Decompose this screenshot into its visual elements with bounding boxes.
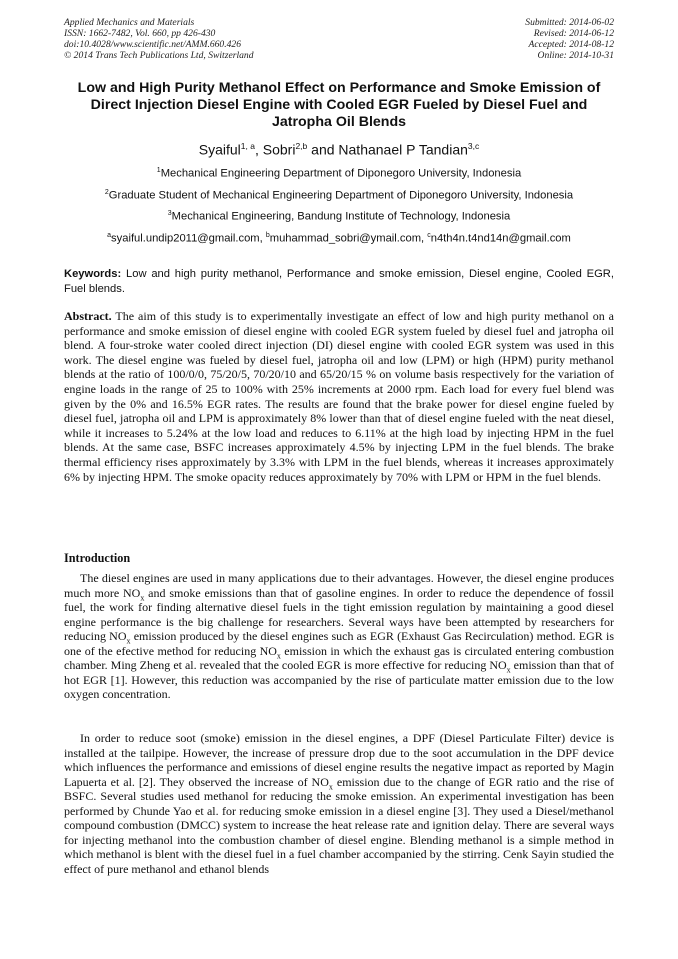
- author-sup: 2,b: [295, 141, 308, 151]
- author-sup: 1, a: [240, 141, 255, 151]
- date-revised: Revised: 2014-06-12: [533, 28, 614, 39]
- subscript: x: [126, 636, 131, 646]
- subscript: x: [276, 651, 281, 661]
- author-separator: and: [307, 141, 339, 158]
- journal-issn: ISSN: 1662-7482, Vol. 660, pp 426-430: [64, 28, 216, 39]
- email-sup: a: [107, 232, 112, 239]
- journal-name: Applied Mechanics and Materials: [64, 17, 195, 28]
- paragraph-text: The diesel engines are used in many applications due to their advantages. However, the diesel engine produces much more NO: [64, 571, 614, 600]
- section-heading-introduction: Introduction: [64, 551, 131, 565]
- author-name: Syaiful: [198, 141, 241, 158]
- date-submitted: Submitted: 2014-06-02: [525, 17, 614, 28]
- affiliation-text: Mechanical Engineering Department of Diponegoro University, Indonesia: [160, 167, 522, 180]
- intro-paragraph-1: [64, 571, 614, 702]
- keywords-text: Low and high purity methanol, Performance and smoke emission, Diesel engine, Cooled EGR, Fuel blends.: [64, 268, 614, 295]
- date-accepted: Accepted: 2014-08-12: [528, 39, 614, 50]
- affiliation-2: [50, 189, 628, 202]
- author-sup: 3,c: [467, 141, 480, 151]
- email-sup: c: [427, 232, 431, 239]
- subscript: x: [328, 782, 333, 792]
- submission-dates: [525, 17, 614, 61]
- abstract-text: The aim of this study is to experimentally investigate an effect of low and high purity methanol on a performance and smoke emission of diesel engine with cooled EGR system fueled by diesel fuel and jatropha oil blend. A four-stroke water cooled direct injection (DI) diesel engine with cooled EGR system was used in this work. The diesel engine was fueled by diesel fuel, jatropha oil and low (LPM) or high (HPM) purity methanol blends at the ratio of 100/0/0, 75/20/5, 70/20/10 and 65/20/15 % on volume basis respectively for the variation of engine loads in the range of 25 to 100% with 25% increments at 2000 rpm. Each load for every fuel blend was given by the 0% and 16.5% EGR rates. The results are found that the brake power for diesel engine fueled by diesel fuel, jatropha oil and LPM is approximately 8% lower than that of diesel engine fueled with the neat diesel, while it increases to 5.24% at the low load and reduces to 6.11% at the high load by injecting HPM in the fuel blends. At the same case, BSFC increases approximately 4.5% by injecting LPM in the fuel blends. The brake thermal efficiency rises approximately by 3.3% with LPM in the fuel blends, whereas it increases approximately 6% by injecting HPM. The smoke opacity reduces approximately by 70% with LPM or HPM in the fuel blends.: [64, 309, 614, 484]
- paragraph-text: emission due to the change of EGR ratio and the rise of BSFC. Several studies used methanol for reducing the smoke emission. An experimental investigation has been performed by Chunde Yao et al. for reducing smoke emission in a diesel engine [3]. They used a Diesel/methanol compound combustion (DMCC) system to increase the heat release rate and ignition delay. There are several ways for injecting methanol into the combustion chamber of diesel engine. Blending methanol is a simple method in which methanol is blent with the diesel fuel in a fuel chamber accompanied by the stirring. Cenk Sayin studied the effect of pure methanol and ethanol blends: [64, 774, 614, 876]
- date-online: Online: 2014-10-31: [537, 50, 614, 61]
- email-sup: b: [265, 232, 270, 239]
- paragraph-text: emission in which the exhaust gas is circulated entering combustion chamber. Ming Zheng et al. revealed that the cooled EGR is more effective for reducing NO: [64, 643, 614, 673]
- affiliation-sup: 3: [167, 210, 172, 217]
- email-address[interactable]: n4th4n.t4nd14n@gmail.com: [430, 232, 571, 245]
- author-name: Sobri: [262, 141, 296, 158]
- affiliation-1: [50, 167, 628, 180]
- author-line: [60, 141, 618, 158]
- journal-doi: doi:10.4028/www.scientific.net/AMM.660.426: [64, 39, 242, 50]
- paragraph-text: In order to reduce soot (smoke) emission in the diesel engines, a DPF (Diesel Particulate Filter) device is installed at the tailpipe. However, the increase of pressure drop due to the soot accumulation in the DPF device which influences the performance and emissions of diesel engine results the negative impact as reported by Magin Lapuerta et al. [2]. They observed the increase of NO: [64, 731, 614, 789]
- paragraph-text: emission produced by the diesel engines such as EGR (Exhaust Gas Recirculation) method. EGR is one of the efective method for reducing NO: [64, 629, 614, 658]
- intro-paragraph-2: [64, 731, 614, 876]
- subscript: x: [140, 592, 145, 602]
- email-line: [50, 232, 628, 245]
- affiliation-text: Graduate Student of Mechanical Engineering Department of Diponegoro University, Indonesia: [108, 189, 574, 202]
- affiliation-3: [50, 210, 628, 223]
- affiliation-sup: 2: [104, 189, 109, 196]
- affiliation-text: Mechanical Engineering, Bandung Institute of Technology, Indonesia: [171, 210, 511, 223]
- author-separator: ,: [254, 141, 263, 158]
- keywords: [64, 267, 614, 296]
- author-name: Nathanael P Tandian: [338, 141, 468, 158]
- paragraph-text: emission than that of hot EGR [1]. However, this reduction was accompanied by the rise of particulate matter emission due to the low oxygen concentration.: [64, 658, 614, 702]
- abstract: [64, 309, 614, 484]
- paragraph-text: and smoke emissions than that of gasoline engines. In order to reduce the dependence of fossil fuel, the work for finding alternative diesel fuels in the tight emission regulation by maintaining a good diesel engine performance is the big challenge for researchers. Several ways have been attempted by researchers for reducing NO: [64, 585, 614, 644]
- abstract-label: Abstract.: [64, 309, 112, 323]
- journal-info: [64, 17, 254, 61]
- subscript: x: [506, 665, 511, 675]
- email-address[interactable]: muhammad_sobri@ymail.com,: [269, 232, 428, 245]
- affiliation-sup: 1: [156, 167, 161, 174]
- paper-title: Low and High Purity Methanol Effect on Performance and Smoke Emission of Direct Injection Diesel Engine with Cooled EGR Fueled by Diesel Fuel and Jatropha Oil Blends: [77, 80, 601, 130]
- email-address[interactable]: syaiful.undip2011@gmail.com,: [111, 232, 266, 245]
- keywords-label: Keywords:: [64, 268, 122, 280]
- journal-copyright: © 2014 Trans Tech Publications Ltd, Switzerland: [64, 50, 254, 61]
